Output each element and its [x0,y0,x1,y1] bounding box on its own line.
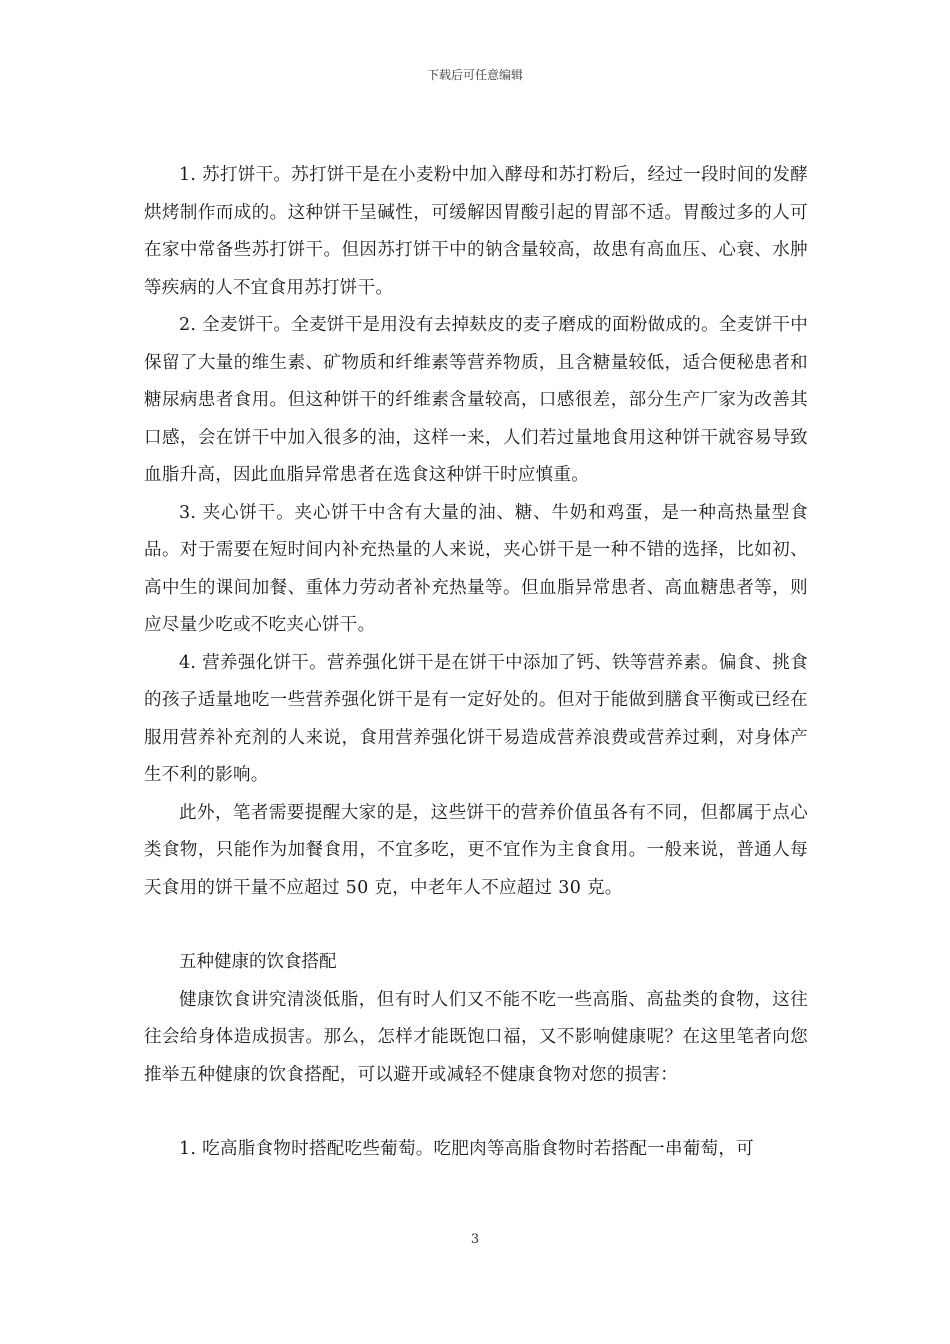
paragraph-spacer [144,907,808,944]
page-header: 下载后可任意编辑 [426,68,523,82]
page-number: 3 [470,1232,480,1247]
section-title: 五种健康的饮食搭配 [179,952,337,972]
paragraph-sandwich-crackers: 3. 夹心饼干。夹心饼干中含有大量的油、糖、牛奶和鸡蛋，是一种高热量型食品。对于需要在短时间内补充热量的人来说，夹心饼干是一种不错的选择，比如初、高中生的课间加餐、重体力劳动者补充热量等。但血脂异常患者、高血糖患者等，则应尽量少吃或不吃夹心饼干。 [144,502,808,635]
paragraph-summary: 此外，笔者需要提醒大家的是，这些饼干的营养价值虽各有不同，但都属于点心类食物，只能作为加餐食用，不宜多吃，更不宜作为主食食用。一般来说，普通人每天食用的饼干量不应超过 50 克，中老年人不应超过 30 克。 [144,802,808,898]
paragraph-intro: 健康饮食讲究清淡低脂，但有时人们又不能不吃一些高脂、高盐类的食物，这往往会给身体造成损害。那么，怎样才能既饱口福，又不影响健康呢？在这里笔者向您推举五种健康的饮食搭配，可以避开或减轻不健康食物对您的损害： [144,989,808,1085]
paragraph-soda-crackers: 1. 苏打饼干。苏打饼干是在小麦粉中加入酵母和苏打粉后，经过一段时间的发酵烘烤制作而成的。这种饼干呈碱性，可缓解因胃酸引起的胃部不适。胃酸过多的人可在家中常备些苏打饼干。但因苏打饼干中的钠含量较高，故患有高血压、心衰、水肿等疾病的人不宜食用苏打饼干。 [144,165,808,298]
paragraph-whole-wheat-crackers: 2. 全麦饼干。全麦饼干是用没有去掉麸皮的麦子磨成的面粉做成的。全麦饼干中保留了大量的维生素、矿物质和纤维素等营养物质，且含糖量较低，适合便秘患者和糖尿病患者食用。但这种饼干的纤维素含量较高，口感很差，部分生产厂家为改善其口感，会在饼干中加入很多的油，这样一来，人们若过量地食用这种饼干就容易导致血脂升高，因此血脂异常患者在选食这种饼干时应慎重。 [144,315,808,485]
paragraph-grapes: 1. 吃高脂食物时搭配吃些葡萄。吃肥肉等高脂食物时若搭配一串葡萄，可 [179,1139,754,1159]
paragraph-spacer [144,1094,808,1131]
document-body [144,157,808,1169]
paragraph-fortified-crackers: 4. 营养强化饼干。营养强化饼干是在饼干中添加了钙、铁等营养素。偏食、挑食的孩子适量地吃一些营养强化饼干是有一定好处的。但对于能做到膳食平衡或已经在服用营养补充剂的人来说，食用营养强化饼干易造成营养浪费或营养过剩，对身体产生不利的影响。 [144,652,808,785]
